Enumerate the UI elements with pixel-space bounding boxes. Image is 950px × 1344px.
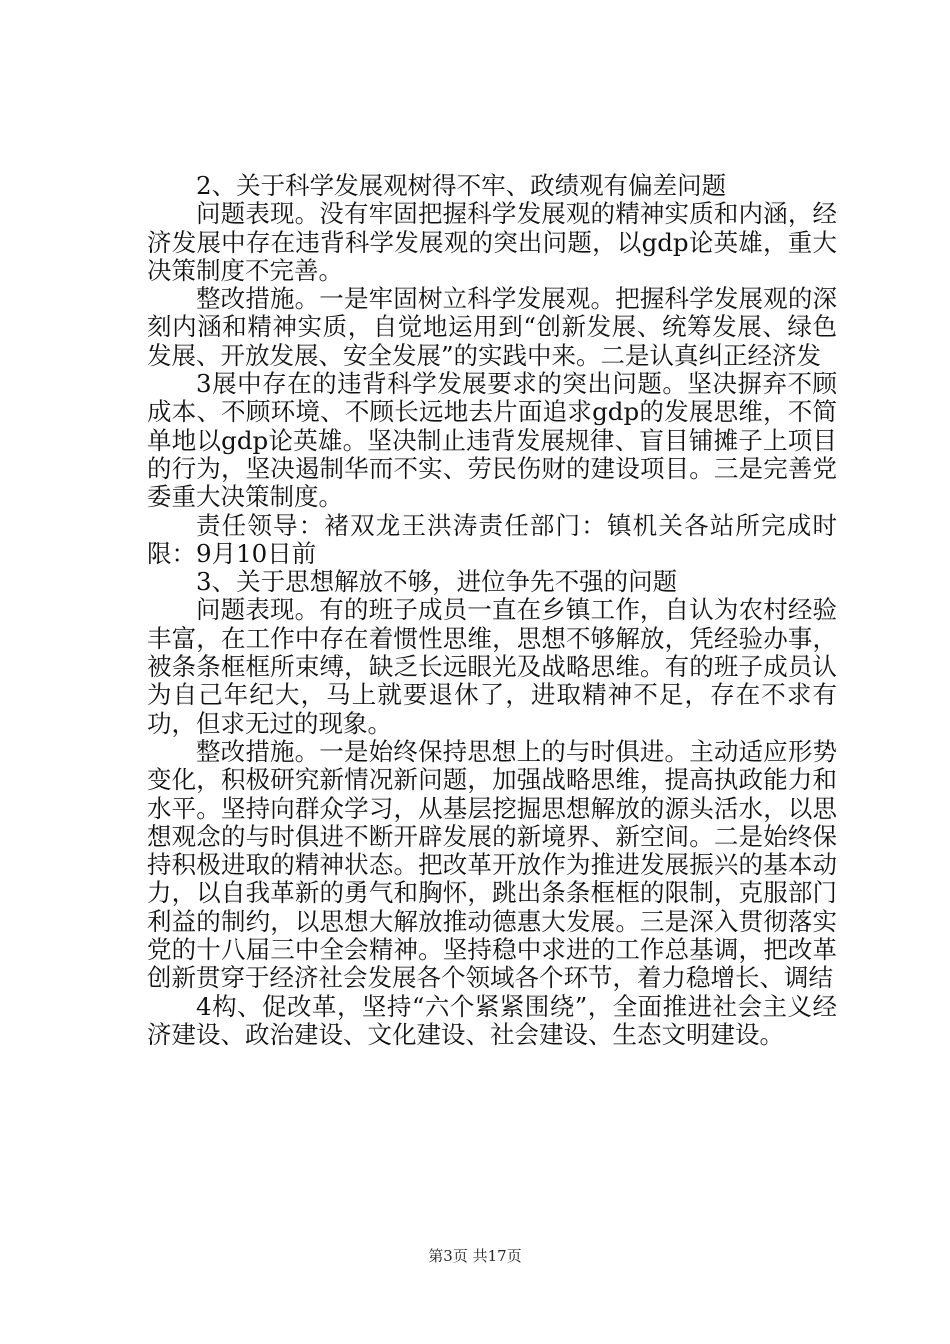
paragraph-problem-performance: 问题表现。没有牢固把握科学发展观的精神实质和内涵，经济发展中存在违背科学发展观的突出问题，以gdp论英雄，重大决策制度不完善。 (147, 199, 837, 285)
section-heading-3: 3、关于思想解放不够，进位争先不强的问题 (196, 567, 678, 597)
paragraph-continued-measures-2: 4构、促改革，坚持“六个紧紧围绕”，全面推进社会主义经济建设、政治建设、文化建设、社会建设、生态文明建设。 (147, 991, 837, 1049)
page-footer: 第3页 共17页 (428, 1247, 522, 1265)
paragraph-rectification-measures: 整改措施。一是牢固树立科学发展观。把握科学发展观的深刻内涵和精神实质，自觉地运用到“创新发展、统筹发展、绿色发展、开放发展、安全发展”的实践中来。二是认真纠正经济发 (147, 284, 837, 370)
document-body (147, 172, 837, 1049)
paragraph-continued-measures: 3展中存在的违背科学发展要求的突出问题。坚决摒弃不顾成本、不顾环境、不顾长远地去片面追求gdp的发展思维，不简单地以gdp论英雄。坚决制止违背发展规律、盲目铺摊子上项目的行为，坚决遏制华而不实、劳民伤财的建设项目。三是完善党委重大决策制度。 (147, 369, 837, 512)
paragraph-rectification-measures-2: 整改措施。一是始终保持思想上的与时俱进。主动适应形势变化，积极研究新情况新问题，加强战略思维，提高执政能力和水平。坚持向群众学习，从基层挖掘思想解放的源头活水，以思想观念的与时俱进不断开辟发展的新境界、新空间。二是始终保持积极进取的精神状态。把改革开放作为推进发展振兴的基本动力，以自我革新的勇气和胸怀，跳出条条框框的限制，克服部门利益的制约，以思想大解放推动德惠大发展。三是深入贯彻落实党的十八届三中全会精神。坚持稳中求进的工作总基调，把改革创新贯穿于经济社会发展各个领域各个环节，着力稳增长、调结 (147, 736, 837, 993)
section-heading-2: 2、关于科学发展观树得不牢、政绩观有偏差问题 (196, 171, 727, 200)
paragraph-responsibility: 责任领导：褚双龙王洪涛责任部门：镇机关各站所完成时限：9月10日前 (147, 510, 837, 568)
paragraph-problem-performance-2: 问题表现。有的班子成员一直在乡镇工作，自认为农村经验丰富，在工作中存在着惯性思维，思想不够解放，凭经验办事，被条条框框所束缚，缺乏长远眼光及战略思维。有的班子成员认为自己年纪大，马上就要退休了，进取精神不足，存在不求有功，但求无过的现象。 (147, 595, 837, 738)
